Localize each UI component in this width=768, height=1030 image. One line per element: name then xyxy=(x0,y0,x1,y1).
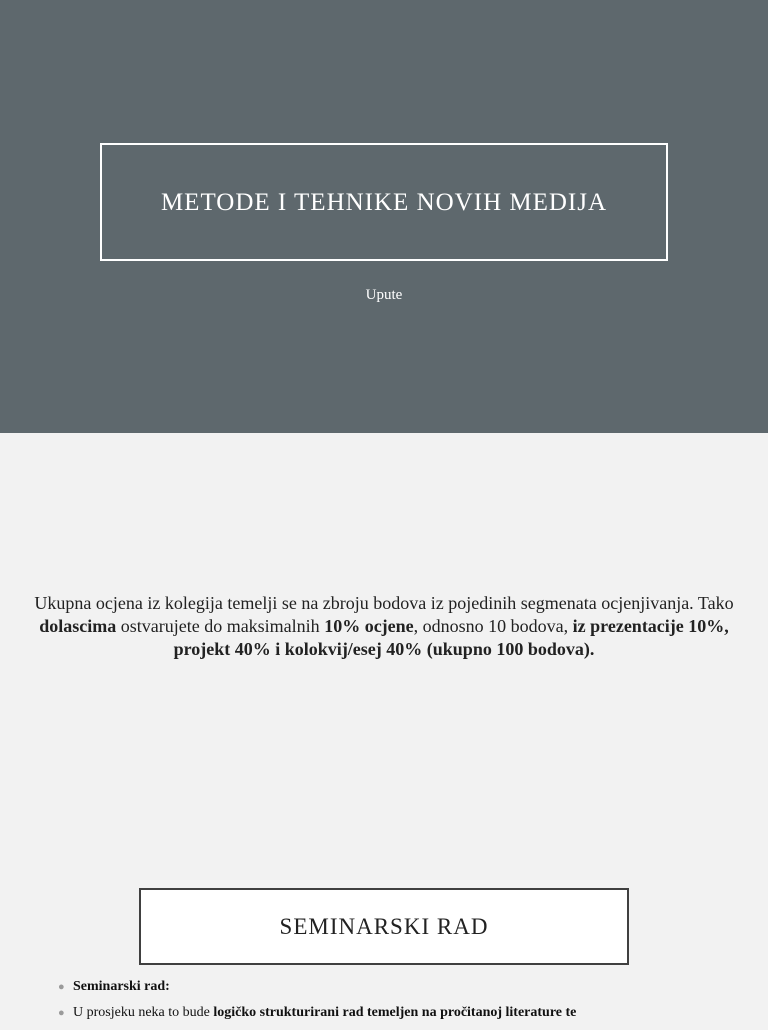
bullet-text: U prosjeku neka to bude xyxy=(73,1005,214,1020)
section-title: SEMINARSKI RAD xyxy=(279,913,489,939)
bullet-list xyxy=(56,978,716,1030)
list-item xyxy=(56,1004,716,1022)
grading-text-1: Ukupna ocjena iz kolegija temelji se na zbroju bodova iz pojedinih segmenata ocjenjivanja. Tako xyxy=(34,593,734,613)
bullet-dot-icon: ● xyxy=(58,981,65,993)
course-title: METODE I TEHNIKE NOVIH MEDIJA xyxy=(160,189,608,216)
title-frame xyxy=(100,143,668,261)
section-title-frame xyxy=(139,888,629,965)
bullet-dot-icon: ● xyxy=(58,1007,65,1019)
title-slide xyxy=(0,0,768,433)
grading-text-2: ostvarujete do maksimalnih xyxy=(116,616,325,636)
bullet-bold-text: Seminarski rad: xyxy=(73,979,170,994)
grading-bold-breakdown: iz prezentacije 10%, projekt 40% i kolokvij/esej 40% (ukupno 100 bodova). xyxy=(173,616,729,659)
grading-slide xyxy=(0,433,768,867)
grading-paragraph xyxy=(30,592,738,661)
subtitle: Upute xyxy=(365,287,403,303)
seminar-slide xyxy=(0,867,768,1024)
grading-text-3: , odnosno 10 bodova, xyxy=(413,616,573,636)
bullet-bold-text: logičko strukturirani rad temeljen na pročitanoj literature te xyxy=(213,1005,577,1020)
grading-bold-percent: 10% ocjene xyxy=(324,616,414,636)
list-item xyxy=(56,978,716,996)
grading-bold-attendance: dolascima xyxy=(39,616,117,636)
